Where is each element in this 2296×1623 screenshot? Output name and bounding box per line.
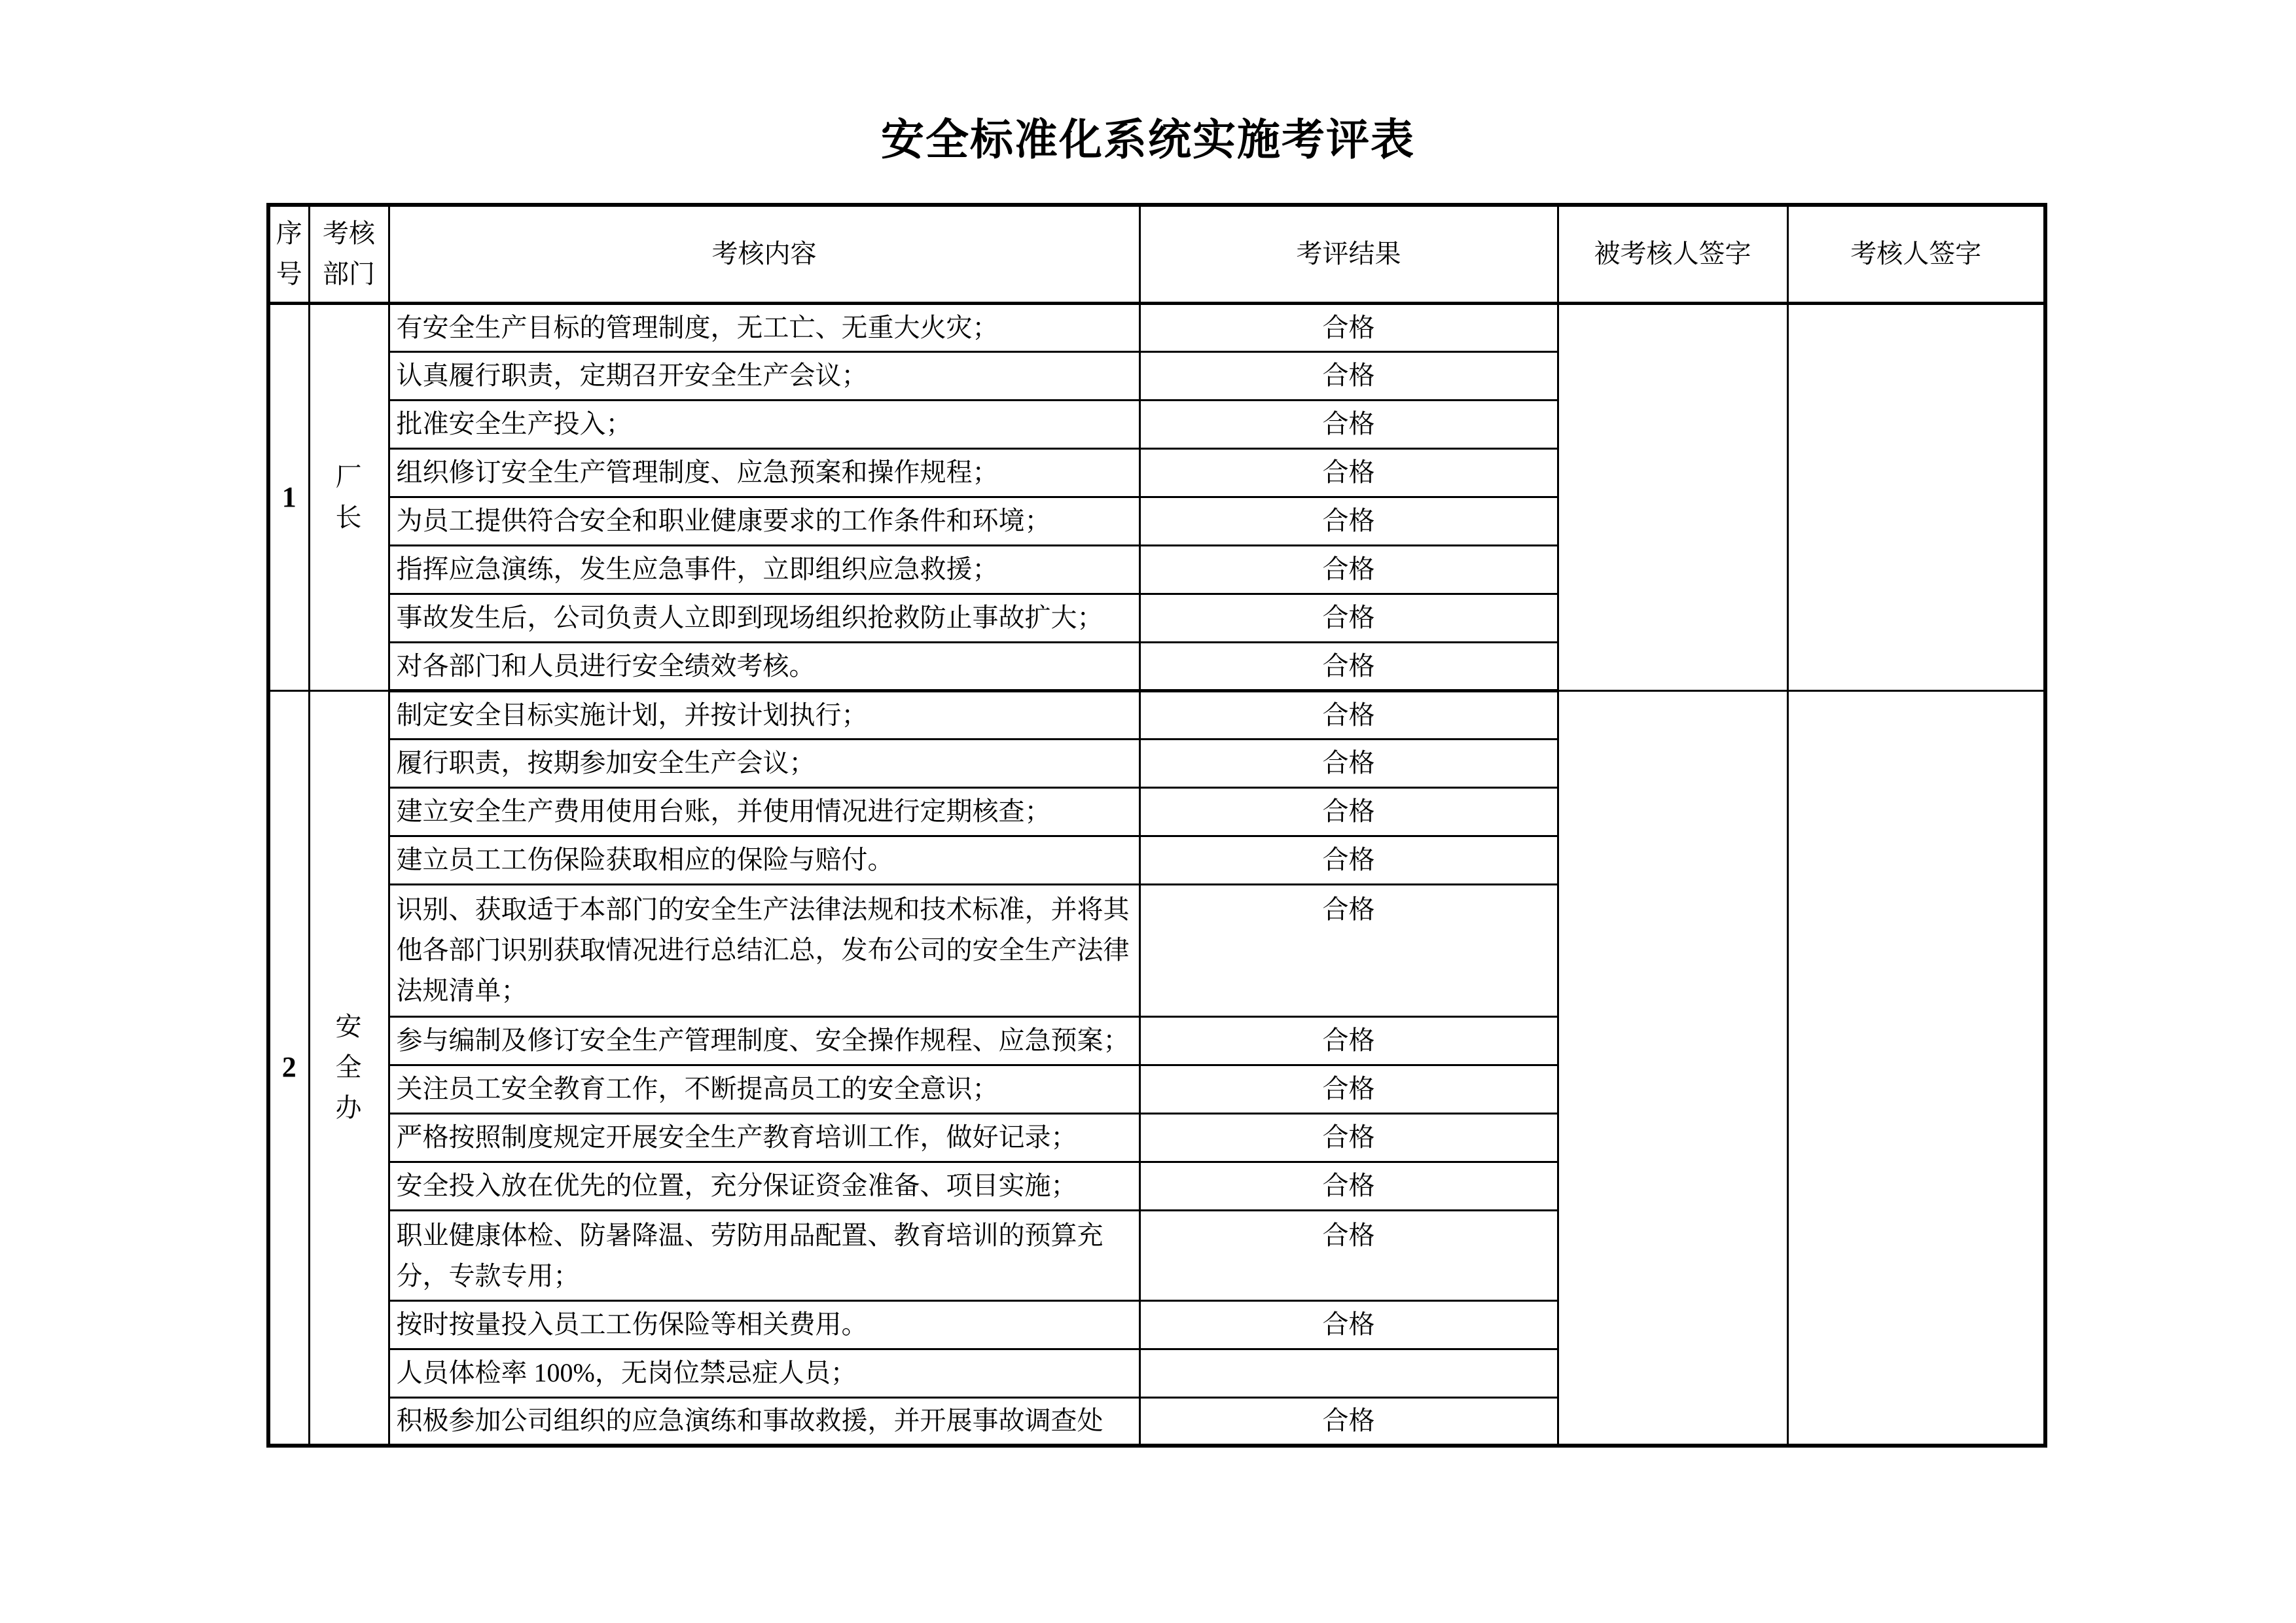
evaluation-table: [266, 203, 2047, 1448]
assessment-content: 安全投入放在优先的位置，充分保证资金准备、项目实施；: [389, 1162, 1139, 1210]
assessment-content: 参与编制及修订安全生产管理制度、安全操作规程、应急预案；: [389, 1016, 1139, 1065]
assessment-result: 合格: [1139, 739, 1558, 787]
col-header-seq-no: 序号: [268, 205, 309, 303]
assessment-content: 识别、获取适于本部门的安全生产法律法规和技术标准，并将其他各部门识别获取情况进行总结汇总，发布公司的安全生产法律法规清单；: [389, 884, 1139, 1016]
assessment-result: 合格: [1139, 594, 1558, 642]
col-header-assessed-signature: 被考核人签字: [1558, 205, 1787, 303]
section-number: 2: [268, 690, 309, 1446]
assessment-content: 建立安全生产费用使用台账，并使用情况进行定期核查；: [389, 787, 1139, 836]
assessment-result: 合格: [1139, 642, 1558, 690]
assessment-content: 指挥应急演练，发生应急事件，立即组织应急救援；: [389, 545, 1139, 594]
assessment-content: 对各部门和人员进行安全绩效考核。: [389, 642, 1139, 690]
assessment-result: 合格: [1139, 1113, 1558, 1162]
evaluation-table-container: [266, 203, 2047, 1448]
assessment-content: 认真履行职责，定期召开安全生产会议；: [389, 351, 1139, 400]
assessment-content: 严格按照制度规定开展安全生产教育培训工作，做好记录；: [389, 1113, 1139, 1162]
assessment-result: 合格: [1139, 1300, 1558, 1349]
assessment-result: 合格: [1139, 545, 1558, 594]
assessment-result: 合格: [1139, 351, 1558, 400]
assessment-result: 合格: [1139, 1397, 1558, 1446]
col-header-result: 考评结果: [1139, 205, 1558, 303]
assessment-content: 积极参加公司组织的应急演练和事故救援，并开展事故调查处: [389, 1397, 1139, 1446]
assessment-content: 批准安全生产投入；: [389, 400, 1139, 448]
table-row: [268, 303, 2045, 351]
assessment-content: 组织修订安全生产管理制度、应急预案和操作规程；: [389, 448, 1139, 497]
col-header-content: 考核内容: [389, 205, 1139, 303]
assessment-content: 职业健康体检、防暑降温、劳防用品配置、教育培训的预算充分，专款专用；: [389, 1210, 1139, 1300]
assessment-result: 合格: [1139, 1210, 1558, 1300]
assessment-result: 合格: [1139, 1162, 1558, 1210]
assessment-content: 建立员工工伤保险获取相应的保险与赔付。: [389, 836, 1139, 884]
assessor-signature-cell: [1787, 690, 2045, 1446]
assessment-content: 有安全生产目标的管理制度，无工亡、无重大火灾；: [389, 303, 1139, 351]
assessment-content: 事故发生后，公司负责人立即到现场组织抢救防止事故扩大；: [389, 594, 1139, 642]
assessment-result: 合格: [1139, 448, 1558, 497]
assessment-result: 合格: [1139, 787, 1558, 836]
col-header-department: 考核部门: [309, 205, 389, 303]
assessment-result: 合格: [1139, 884, 1558, 1016]
section-number: 1: [268, 303, 309, 690]
assessment-result: [1139, 1349, 1558, 1397]
header-row: [268, 205, 2045, 303]
assessed-signature-cell: [1558, 690, 1787, 1446]
assessment-content: 履行职责，按期参加安全生产会议；: [389, 739, 1139, 787]
assessor-signature-cell: [1787, 303, 2045, 690]
assessment-result: 合格: [1139, 497, 1558, 545]
assessment-content: 按时按量投入员工工伤保险等相关费用。: [389, 1300, 1139, 1349]
page-title: 安全标准化系统实施考评表: [881, 116, 1415, 164]
assessment-content: 制定安全目标实施计划，并按计划执行；: [389, 690, 1139, 739]
assessment-result: 合格: [1139, 1065, 1558, 1113]
col-header-assessor-signature: 考核人签字: [1787, 205, 2045, 303]
assessment-result: 合格: [1139, 303, 1558, 351]
section-department: 厂长: [309, 303, 389, 690]
assessment-result: 合格: [1139, 1016, 1558, 1065]
assessment-result: 合格: [1139, 836, 1558, 884]
assessment-content: 为员工提供符合安全和职业健康要求的工作条件和环境；: [389, 497, 1139, 545]
table-row: [268, 690, 2045, 739]
assessment-content: 人员体检率 100%，无岗位禁忌症人员；: [389, 1349, 1139, 1397]
section-department: 安全办: [309, 690, 389, 1446]
assessment-result: 合格: [1139, 400, 1558, 448]
assessed-signature-cell: [1558, 303, 1787, 690]
assessment-result: 合格: [1139, 690, 1558, 739]
assessment-content: 关注员工安全教育工作，不断提高员工的安全意识；: [389, 1065, 1139, 1113]
